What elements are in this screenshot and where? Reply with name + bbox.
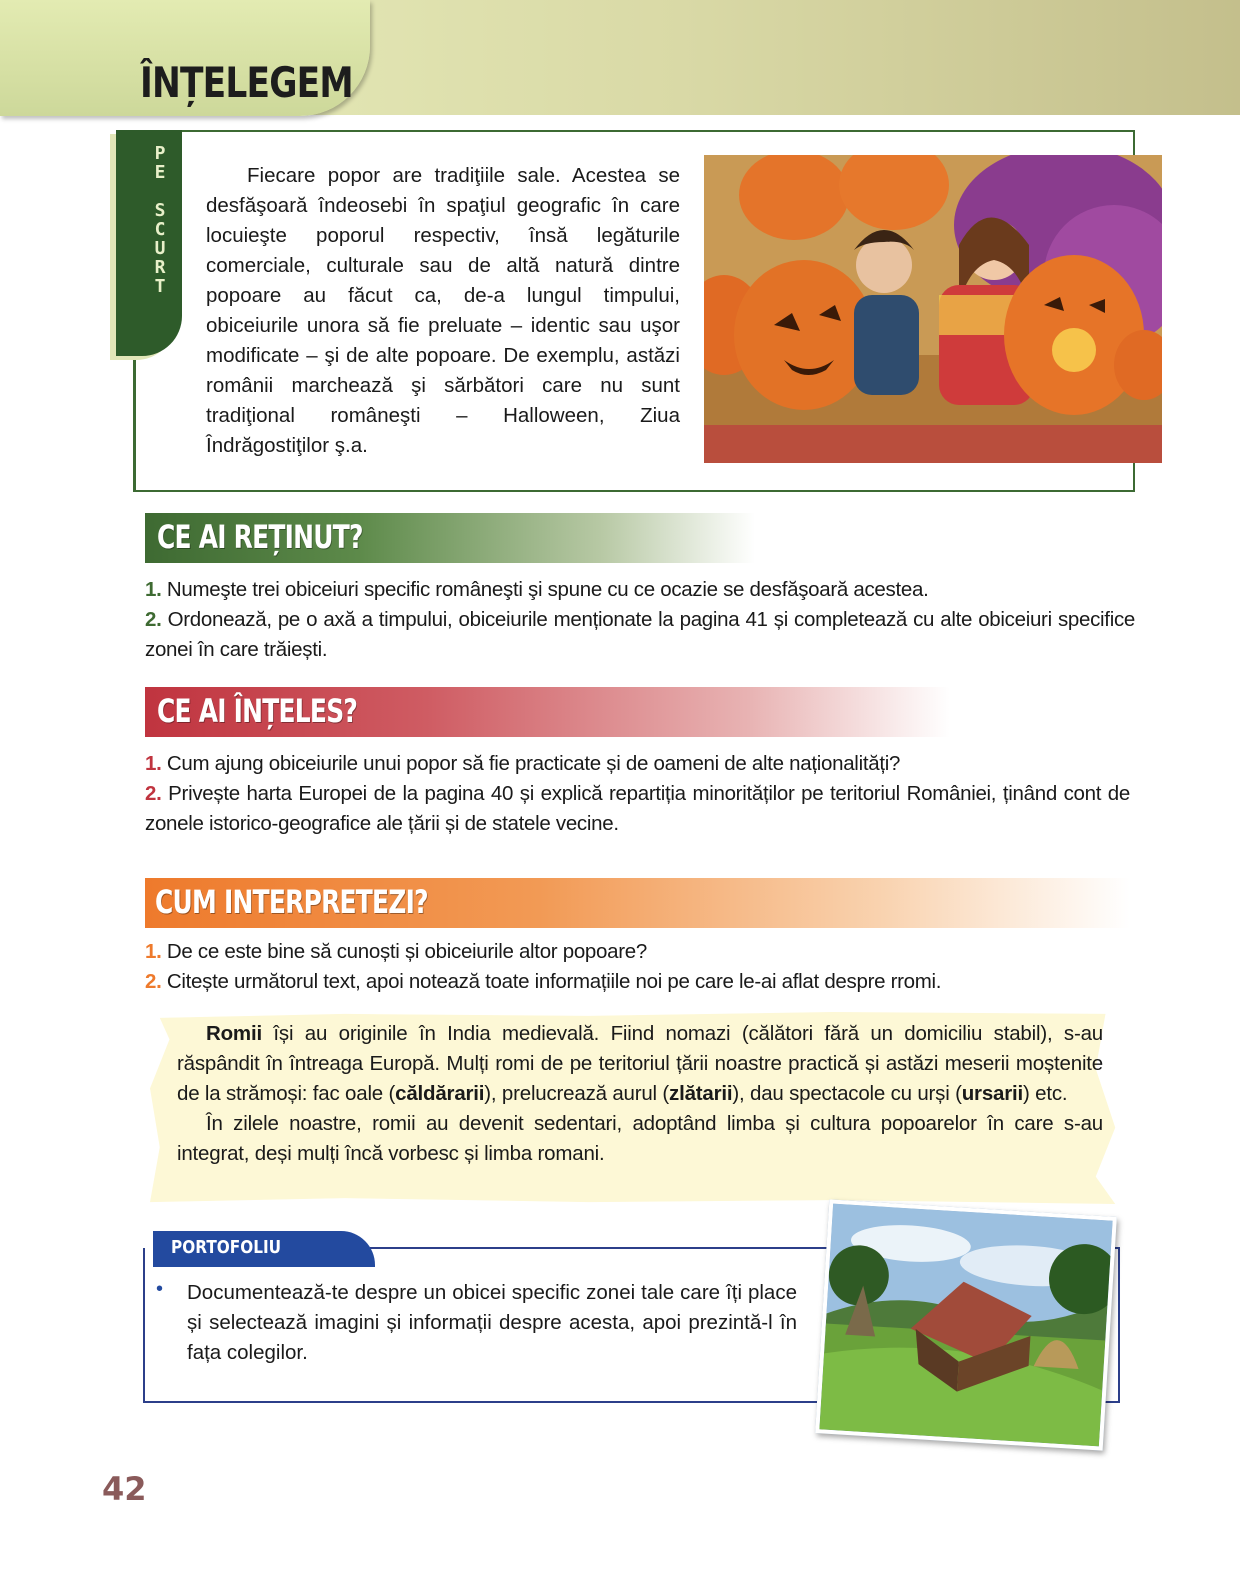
page-title: ÎNȚELEGEM [140,58,353,107]
pumpkins-photo [704,155,1162,463]
interpretezi-question-1: 1. De ce este bine să cunoști și obiceiurile altor popoare? [145,940,647,963]
retinut-question-2: 2. Ordonează, pe o axă a timpului, obiceiurile menționate la pagina 41 și completează cu alte obiceiuri specifice zonei în care trăiești. [145,608,1135,661]
page-number: 42 [102,1470,147,1508]
inteles-question-1: 1. Cum ajung obiceiurile unui popor să fie practicate și de oameni de alte naționalități? [145,752,901,775]
village-photo [815,1199,1117,1450]
portofoliu-label: PORTOFOLIU [171,1237,282,1258]
pe-scurt-label: P E S C U R T [154,143,166,297]
retinut-question-1: 1. Numeşte trei obiceiuri specific româneşti şi spune cu ce ocazie se desfăşoară acestea. [145,578,929,601]
retinut-title: CE AI REȚINUT? [157,518,363,556]
interpretezi-question-2: 2. Citește următorul text, apoi notează toate informațiile noi pe care le-ai aflat despre rromi. [145,970,942,993]
interpretezi-title: CUM INTERPRETEZI? [155,883,428,921]
portofoliu-text: Documentează-te despre un obicei specific zonei tale care îți place și selectează imagini și informații despre acesta, apoi prezintă-l în fața colegilor. [187,1281,797,1364]
inteles-title: CE AI ÎNȚELES? [157,692,358,730]
inteles-question-2: 2. Privește harta Europei de la pagina 40 și explică repartiția minorităților pe teritoriul României, ținând cont de zonele istorico-geografice ale țării și de statele vecine. [145,782,1130,835]
pe-scurt-text: Fiecare popor are tradiţiile sale. Acestea se desfăşoară îndeosebi în spaţiul geografic în care locuieşte poporul respectiv, însă legăturile comerciale, culturale sau de altă natură dintre popoare au făcut ca, de-a lungul timpului, obiceiurile unora să fie preluate – identic sau uşor modificate – şi de alte popoare. De exemplu, astăzi românii marchează şi sărbători care nu sunt tradiţional româneşti – Halloween, Ziua Îndrăgostiţilor ş.a. [206,164,680,457]
bullet-icon: • [156,1278,164,1300]
pe-scurt-tab [116,130,182,356]
romi-text: Romii își au originile în India medievală. Fiind nomazi (călători fără un domiciliu stabil), s-au răspândit în întreaga Europă. Mulți romi de pe teritoriul țării noastre practică și astăzi meserii moștenite de la strămoși: fac oale (căldărarii), prelucrează aurul (zlătarii), dau spectacole cu urși (ursarii) etc. În zilele noastre, romii au devenit sedentari, adoptând limba și cultura popoarelor în care s-au integrat, deși mulți încă vorbesc și limba romani. [177,1022,1103,1165]
